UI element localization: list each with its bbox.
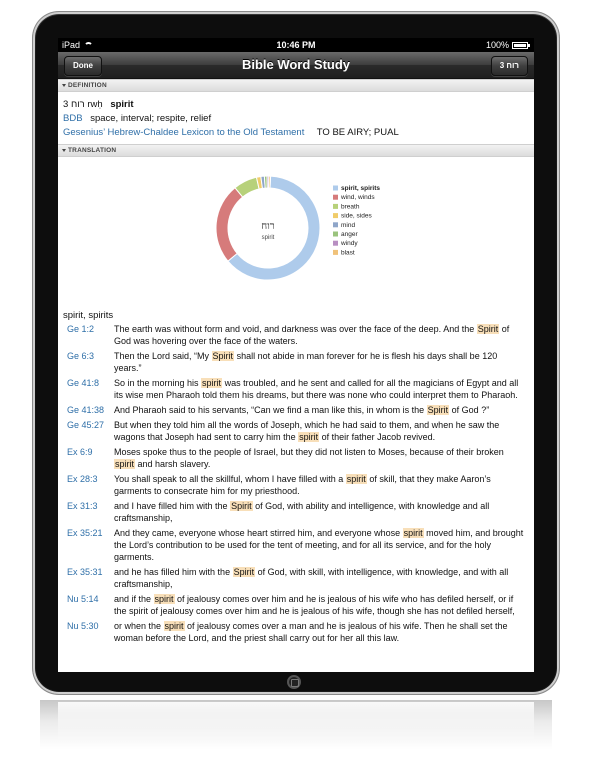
verse-row <box>63 566 529 590</box>
verse-text-before: Moses spoke thus to the people of Israel, but they did not listen to Moses, because of their broken <box>114 446 504 457</box>
done-button[interactable]: Done <box>64 56 102 76</box>
verse-text-after: of God was hovering over the face of the waters. <box>114 324 510 347</box>
disclosure-triangle-icon <box>62 149 66 152</box>
verse-text <box>114 323 529 347</box>
highlighted-word: spirit <box>299 432 319 442</box>
verse-text-before: And they came, everyone whose heart stirred him, and everyone whose <box>114 527 403 538</box>
verse-text <box>114 419 529 443</box>
translation-group-title: spirit, spirits <box>63 310 114 321</box>
gloss: spirit <box>110 99 134 110</box>
verse-reference-link[interactable]: Nu 5:30 <box>67 621 99 631</box>
status-time: 10:46 PM <box>276 40 316 50</box>
highlighted-word: spirit <box>154 594 174 604</box>
legend-label[interactable]: spirit, spirits <box>341 185 381 192</box>
verse-text-after: was troubled, and he sent and called for all the magicians of Egypt and all its wise men Pharaoh told them his dreams, but there was none who could interpret them to Pharaoh. <box>114 378 519 401</box>
verse-text-before: and if the <box>114 594 154 604</box>
verse-text-after: of skill, that they make Aaron’s garments to consecrate him for my priesthood. <box>114 473 491 496</box>
lexicon-row <box>63 126 529 140</box>
verse-list <box>58 309 534 644</box>
verse-text <box>114 593 529 617</box>
verse-text-before: Then the Lord said, “My <box>114 351 212 361</box>
hebrew-word: רוח <box>70 99 85 110</box>
verse-reference-link[interactable]: Nu 5:14 <box>67 594 99 604</box>
legend-swatch <box>333 204 338 209</box>
verse-text <box>114 350 529 374</box>
legend-label[interactable]: breath <box>341 203 360 211</box>
lexicon-definition: TO BE AIRY; PUAL <box>316 127 399 138</box>
home-button[interactable] <box>287 675 301 689</box>
verse-text-after: of jealousy comes over a man and he is jealous of his wife. Then he shall set the woman before the Lord, and the priest shall carry out for her all this law. <box>114 621 508 644</box>
verse-row <box>63 500 529 524</box>
verse-text <box>114 566 529 590</box>
verse-reference-link[interactable]: Ex 31:3 <box>67 500 98 511</box>
status-bar <box>58 38 534 52</box>
verse-text <box>114 620 529 644</box>
translation-section-header[interactable]: TRANSLATION <box>58 144 534 157</box>
lexicon-link-gesenius[interactable]: Gesenius’ Hebrew-Chaldee Lexicon to the Old Testament <box>63 127 305 138</box>
verse-text-after: of God, with ability and intelligence, with knowledge and all craftsmanship, <box>114 500 490 523</box>
verse-reference-link[interactable]: Ge 45:27 <box>67 419 105 430</box>
verse-text <box>114 473 529 497</box>
donut-slice[interactable] <box>269 176 271 188</box>
legend-label[interactable]: wind, winds <box>341 194 375 202</box>
legend-swatch <box>333 232 338 237</box>
verse-text <box>114 377 529 401</box>
verse-text-after: of jealousy comes over him and he is jealous of his wife who has defiled herself, or if the spirit of jealousy comes over him and he is jealous of his wife, though she has not defiled herself, <box>114 594 515 617</box>
definition-section-header[interactable]: DEFINITION <box>58 79 534 92</box>
battery: 100% <box>486 38 528 52</box>
transliteration: rwḥ <box>87 99 103 110</box>
verse-text <box>114 527 529 564</box>
disclosure-triangle-icon <box>62 84 66 87</box>
verse-text-before: and I have filled him with the <box>114 500 231 511</box>
legend-label[interactable]: mind <box>341 221 356 229</box>
verse-text-before: And Pharaoh said to his servants, “Can we find a man like this, in whom is the <box>114 405 427 415</box>
verse-row <box>63 620 529 644</box>
carrier: iPad <box>62 38 93 52</box>
legend-swatch <box>333 222 338 227</box>
verse-text <box>114 404 529 416</box>
verse-reference-link[interactable]: Ex 6:9 <box>67 446 93 457</box>
verse-row <box>63 377 529 401</box>
verse-text-after: and harsh slavery. <box>135 459 211 469</box>
legend-swatch <box>333 195 338 200</box>
verse-text-before: and he has filled him with the <box>114 567 233 577</box>
verse-text-before: But when they told him all the words of Joseph, which he had said to them, and when he saw the wagons that Joseph had sent to carry him the <box>114 419 500 442</box>
highlighted-word: spirit <box>164 621 184 631</box>
legend-swatch <box>333 241 338 246</box>
highlighted-word: spirit <box>202 378 222 388</box>
legend-label[interactable]: anger <box>341 231 358 238</box>
navigation-bar <box>58 52 534 79</box>
highlighted-word: Spirit <box>212 351 234 361</box>
donut-slice[interactable] <box>216 188 243 261</box>
verse-row <box>63 404 529 416</box>
verse-text-after: of God ?” <box>449 405 490 415</box>
verse-text <box>114 446 529 470</box>
verse-row <box>63 446 529 470</box>
verse-reference-link[interactable]: Ge 41:38 <box>67 405 105 415</box>
legend-swatch <box>333 186 338 191</box>
verse-reference-link[interactable]: Ex 35:31 <box>67 567 103 577</box>
verse-text-before: The earth was without form and void, and darkness was over the face of the deep. And the <box>114 324 477 334</box>
donut-center-hebrew: רוח <box>261 221 275 232</box>
highlighted-word: Spirit <box>477 324 499 334</box>
verse-row <box>63 593 529 617</box>
verse-reference-link[interactable]: Ex 35:21 <box>67 527 103 538</box>
highlighted-word: spirit <box>346 473 366 484</box>
verse-reference-link[interactable]: Ge 6:3 <box>67 351 95 361</box>
entry-number: 3 <box>63 99 69 110</box>
verse-reference-link[interactable]: Ge 1:2 <box>67 324 95 334</box>
verse-text-before: You shall speak to all the skillful, whom I have filled with a <box>114 473 346 484</box>
highlighted-word: spirit <box>115 459 135 469</box>
definition-panel <box>58 92 534 144</box>
legend-label[interactable]: blast <box>341 249 355 257</box>
highlighted-word: Spirit <box>427 405 449 415</box>
highlighted-word: Spirit <box>233 567 255 577</box>
legend-swatch <box>333 213 338 218</box>
verse-text <box>114 500 529 524</box>
donut-center-label: spirit <box>261 235 275 241</box>
translation-chart <box>58 157 534 309</box>
verse-text-after: of their father Jacob revived. <box>319 432 436 442</box>
verse-row <box>63 527 529 564</box>
screen <box>58 38 534 672</box>
verse-row <box>63 323 529 347</box>
verse-row <box>63 473 529 497</box>
legend-swatch <box>333 250 338 255</box>
battery-icon <box>512 42 528 49</box>
verse-reference-link[interactable]: Ge 41:8 <box>67 378 100 388</box>
verse-text-after: shall not abide in man forever for he is flesh his days shall be 120 years.” <box>114 351 498 374</box>
verse-reference-link[interactable]: Ex 28:3 <box>67 473 98 484</box>
legend-label[interactable]: side, sides <box>341 212 372 220</box>
verse-row <box>63 419 529 443</box>
highlighted-word: spirit <box>403 527 423 538</box>
legend-label[interactable]: windy <box>341 240 358 248</box>
lexicon-link-bdb[interactable]: BDB <box>63 113 83 124</box>
verse-text-after: of God, with skill, with intelligence, with knowledge, and with all craftsmanship, <box>114 567 509 590</box>
translation-donut-chart <box>58 157 534 309</box>
verse-row <box>63 350 529 374</box>
page-title: Bible Word Study <box>241 57 351 72</box>
verse-text-after: moved him, and brought the Lord’s contribution to be used for the tent of meeting, and for all its service, and for the holy garments. <box>114 527 524 563</box>
lexicon-row <box>63 112 529 126</box>
highlighted-word: Spirit <box>231 500 252 511</box>
word-reference-button[interactable]: 3 רוח <box>491 56 528 76</box>
lexicon-definition: space, interval; respite, relief <box>90 113 212 124</box>
verse-text-before: So in the morning his <box>114 378 202 388</box>
verse-text-before: or when the <box>114 621 164 631</box>
headword-row <box>63 98 529 112</box>
screen-reflection <box>58 702 534 742</box>
